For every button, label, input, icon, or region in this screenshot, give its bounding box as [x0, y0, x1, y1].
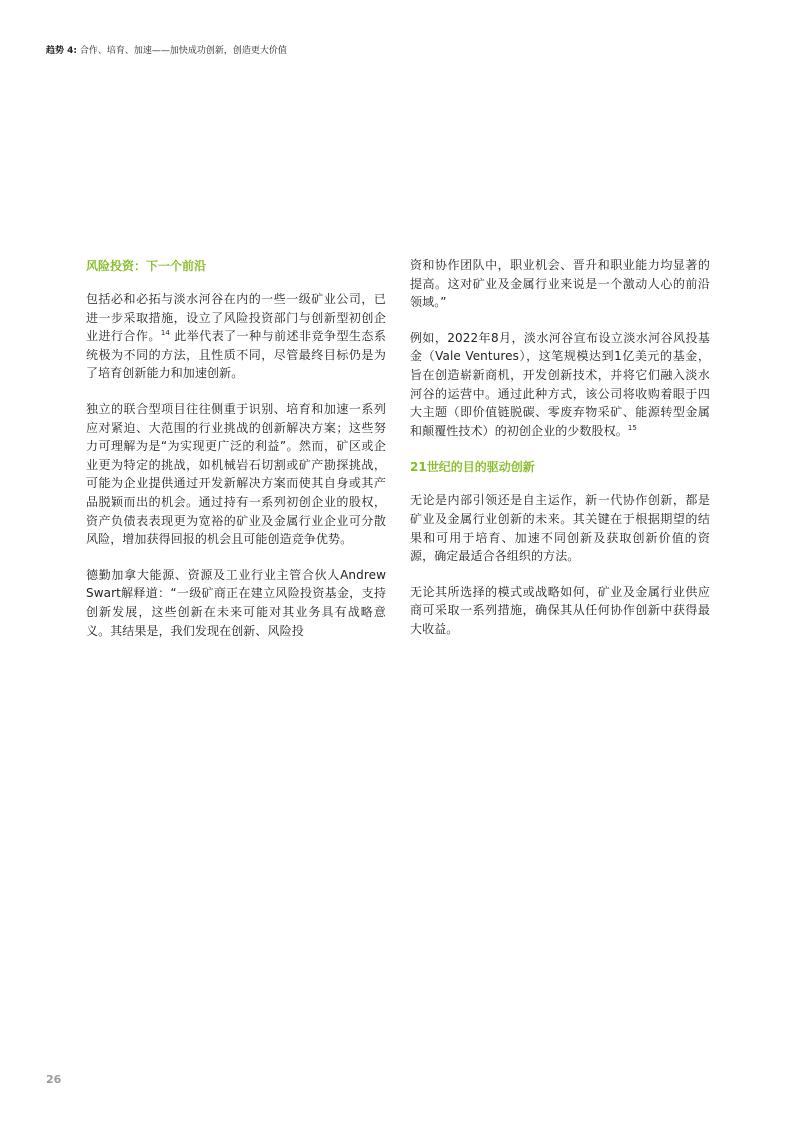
paragraph [410, 329, 710, 441]
paragraph [86, 290, 386, 383]
header-trend-title: 合作、培育、加速——加快成功创新，创造更大价值 [77, 46, 287, 56]
paragraph-text: 此举代表了一种与前述非竞争型生态系统极为不同的方法，且性质不同，尽管最终目标仍是为了培育创新能力和加速创新。 [86, 329, 386, 381]
paragraph: 无论是内部引领还是自主运作，新一代协作创新，都是矿业及金属行业创新的未来。其关键在于根据期望的结果和可用于培育、加速不同创新及获取创新价值的资源，确定最适合各组织的方法。 [410, 493, 710, 564]
left-column [86, 256, 386, 657]
header-trend-label: 趋势 4: [46, 46, 77, 56]
page-number: 26 [46, 1073, 62, 1086]
section-heading-purpose-driven: 21世纪的目的驱动创新 [410, 460, 535, 475]
section-heading-venture-capital: 风险投资：下一个前沿 [86, 259, 207, 273]
running-header [46, 43, 287, 56]
footnote-ref: 15 [627, 423, 637, 432]
paragraph: 无论其所选择的模式或战略如何，矿业及金属行业供应商可采取一系列措施，确保其从任何协作创新中获得最大收益。 [410, 584, 710, 636]
paragraph-text: 包括必和必拓与淡水河谷在内的一些一级矿业公司，已进一步采取措施，设立了风险投资部门与创新型初创企业进行合作。 [86, 292, 386, 344]
paragraph: 独立的联合型项目往往侧重于识别、培育和加速一系列应对紧迫、大范围的行业挑战的创新解决方案；这些努力可理解为是“为实现更广泛的利益”。然而，矿区或企业更为特定的挑战，如机械岩石切割或矿产勘探挑战，可能为企业提供通过开发新解决方案而使其自身或其产品脱颖而出的机会。通过持有一系列初创企业的股权，资产负债表表现更为宽裕的矿业及金属行业企业可分散风险，增加获得回报的机会且可能创造竞争优势。 [86, 401, 386, 547]
paragraph: 德勤加拿大能源、资源及工业行业主管合伙人Andrew Swart解释道：“一级矿商正在建立风险投资基金，支持创新发展，这些创新在未来可能对其业务具有战略意义。其结果是，我们发现在创新、风险投 [86, 567, 386, 638]
paragraph: 资和协作团队中，职业机会、晋升和职业能力均显著的提高。这对矿业及金属行业来说是一个激动人心的前沿领域。” [410, 258, 710, 310]
right-column [410, 256, 710, 656]
paragraph-text: 例如，2022年8月，淡水河谷宣布设立淡水河谷风投基金（Vale Ventures），这笔规模达到1亿美元的基金，旨在创造崭新商机，开发创新技术，并将它们融入淡水河谷的运营中。通过此种方式，该公司将收购着眼于四大主题（即价值链脱碳、零废弃物采矿、能源转型金属和颠覆性技术）的初创企业的少数股权。 [410, 330, 710, 438]
footnote-ref: 14 [160, 329, 170, 338]
